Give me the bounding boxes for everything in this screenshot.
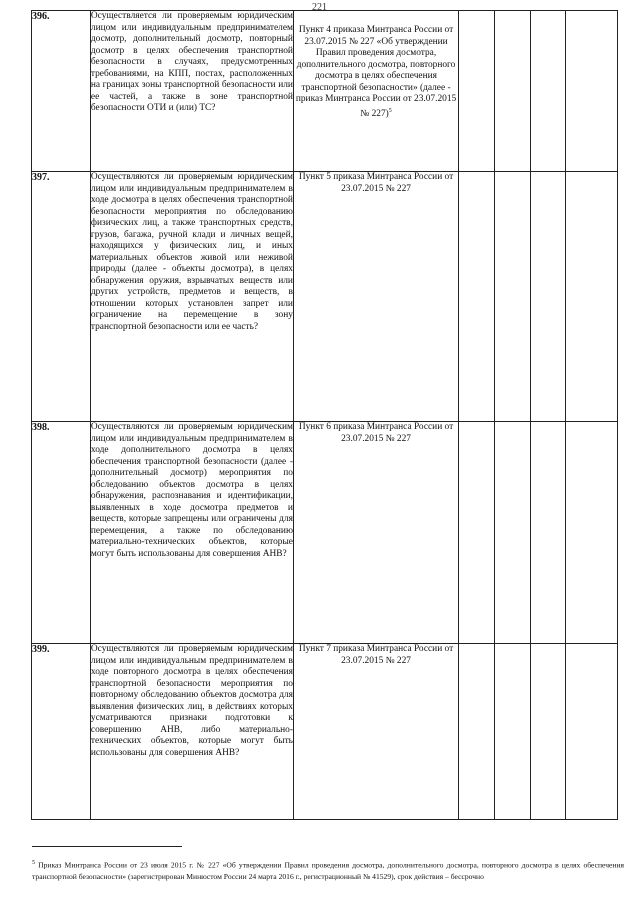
comment-cell[interactable] xyxy=(566,11,618,172)
footnote-number: 5 xyxy=(32,860,35,866)
row-reference: Пункт 5 приказа Минтранса России от 23.07.2015 № 227 xyxy=(293,172,458,422)
row-question: Осуществляется ли проверяемым юридическим лицом или индивидуальным предпринимателем досмотр, дополнительный досмотр, повторный досмотр в целях обеспечения транспортной безопасности в случаях, предусмотренных требованиями, на КПП, постах, расположенных на границах зоны транспортной безопасности или ее частей, а также в зоне транспортной безопасности ОТИ и (или) ТС? xyxy=(90,11,293,172)
row-number: 398. xyxy=(32,422,91,644)
answer-cell[interactable] xyxy=(459,11,495,172)
row-question: Осуществляются ли проверяемым юридическим лицом или индивидуальным предпринимателем в ходе повторного досмотра в целях обеспечения транспортной безопасности мероприятия по повторному обследованию объектов досмотра для выявления физических лиц, в действиях которых усматриваются признаки подготовки к совершению АНВ, либо материально-технических объектов, которые могут быть использованы для совершения АНВ? xyxy=(90,644,293,820)
footnote xyxy=(32,858,624,882)
answer-cell[interactable] xyxy=(530,422,566,644)
answer-cell[interactable] xyxy=(530,644,566,820)
comment-cell[interactable] xyxy=(566,172,618,422)
row-reference: Пункт 6 приказа Минтранса России от 23.07.2015 № 227 xyxy=(293,422,458,644)
comment-cell[interactable] xyxy=(566,422,618,644)
table-row xyxy=(32,422,618,644)
row-number: 396. xyxy=(32,11,91,172)
row-question: Осуществляются ли проверяемым юридическим лицом или индивидуальным предпринимателем в ходе досмотра в целях обеспечения транспортной безопасности мероприятия по обследованию физических лиц, а также транспортных средств, грузов, багажа, ручной клади и личных вещей, находящихся у физических лиц, и иных материальных объектов живой или неживой природы (далее - объекты досмотра), в целях обнаружения оружия, взрывчатых веществ или других устройств, предметов и веществ, в отношении которых установлен запрет или ограничение на перемещение в зону транспортной безопасности или ее часть? xyxy=(90,172,293,422)
table-row xyxy=(32,11,618,172)
table-row xyxy=(32,172,618,422)
answer-cell[interactable] xyxy=(494,172,530,422)
answer-cell[interactable] xyxy=(459,422,495,644)
page-number: 221 xyxy=(312,2,327,13)
answer-cell[interactable] xyxy=(494,644,530,820)
answer-cell[interactable] xyxy=(494,422,530,644)
answer-cell[interactable] xyxy=(459,172,495,422)
footnote-text: Приказ Минтранса России от 23 июля 2015 г. № 227 «Об утверждении Правил проведения досмотра, дополнительного досмотра, повторного досмотра в целях обеспечения транспортной безопасности» (зарегистрирован Минюстом России 24 марта 2016 г., регистрационный № 41529), срок действия – бессрочно xyxy=(32,860,624,881)
answer-cell[interactable] xyxy=(530,11,566,172)
row-reference: Пункт 7 приказа Минтранса России от 23.07.2015 № 227 xyxy=(293,644,458,820)
footnote-mark: 5 xyxy=(388,107,392,114)
answer-cell[interactable] xyxy=(494,11,530,172)
checklist-table xyxy=(31,10,618,820)
row-question: Осуществляются ли проверяемым юридическим лицом или индивидуальным предпринимателем в ходе дополнительного досмотра в целях обеспечения транспортной безопасности (далее - дополнительный досмотр) мероприятия по обследованию объектов досмотра в целях обнаружения, распознавания и идентификации, выявленных в ходе досмотра предметов и веществ, которые запрещены или ограничены для перемещения, а также по обследованию материально-технических объектов, которые могут быть использованы для совершения АНВ? xyxy=(90,422,293,644)
footnote-divider xyxy=(32,846,182,847)
answer-cell[interactable] xyxy=(530,172,566,422)
table-row xyxy=(32,644,618,820)
comment-cell[interactable] xyxy=(566,644,618,820)
row-number: 397. xyxy=(32,172,91,422)
answer-cell[interactable] xyxy=(459,644,495,820)
row-reference: Пункт 4 приказа Минтранса России от 23.07.2015 № 227 «Об утверждении Правил проведения досмотра, дополнительного досмотра, повторного досмотра в целях обеспечения транспортной безопасности» (далее - приказ Минтранса России от 23.07.2015 № 227)$^5$ xyxy=(293,11,458,172)
row-number: 399. xyxy=(32,644,91,820)
